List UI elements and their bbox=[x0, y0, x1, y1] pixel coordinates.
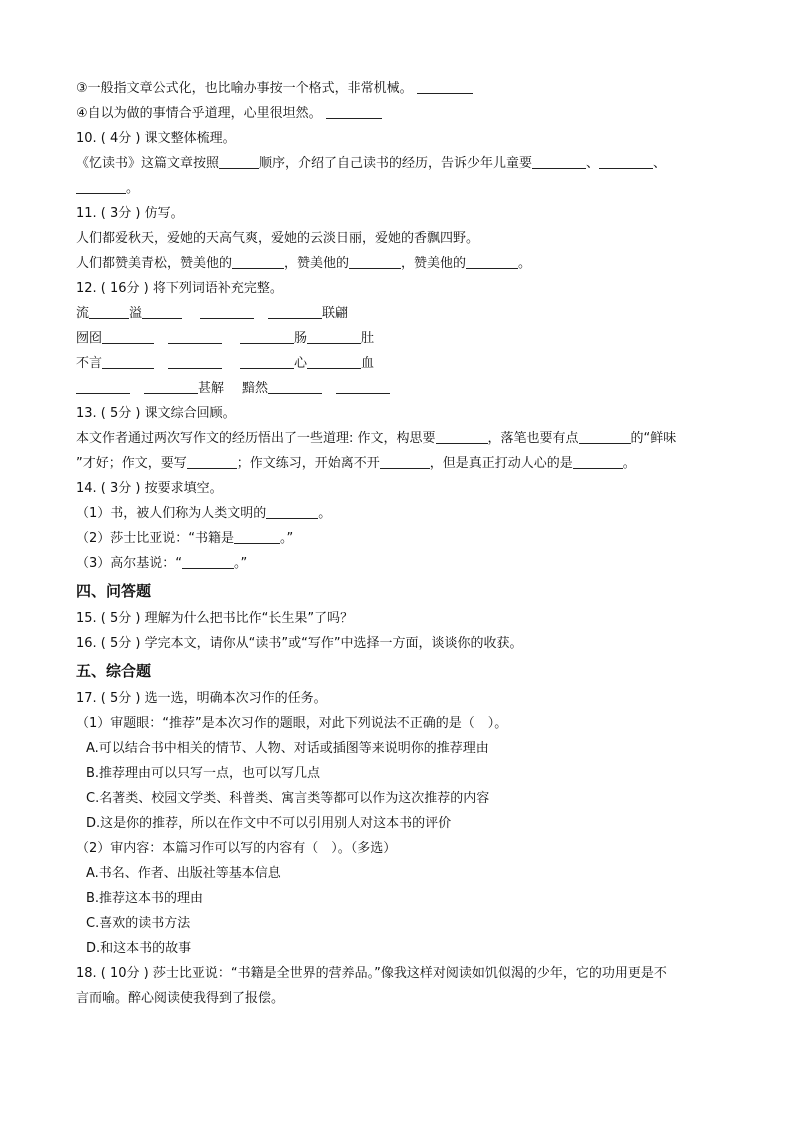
q17-header: 17. ( 5分 ) 选一选，明确本次习作的任务。 bbox=[76, 691, 327, 706]
q14-text: （3）高尔基说：“ bbox=[76, 556, 183, 571]
q12-char: 肠 bbox=[294, 331, 308, 346]
answer-blank[interactable] bbox=[76, 179, 126, 194]
q17-option-2d[interactable]: D.和这本书的故事 bbox=[86, 941, 192, 956]
q12-char: 流 bbox=[76, 306, 90, 321]
q10-line-1 bbox=[76, 151, 726, 176]
q12-char: 黯然 bbox=[242, 381, 269, 396]
answer-blank[interactable] bbox=[234, 529, 280, 544]
q12-row-4 bbox=[76, 376, 726, 401]
q10-text: 。 bbox=[126, 181, 140, 196]
q10-text: 顺序，介绍了自己读书的经历，告诉少年儿童要 bbox=[259, 156, 533, 171]
q15: 15. ( 5分 ) 理解为什么把书比作“长生果”了吗？ bbox=[76, 611, 354, 626]
q17-option-1a[interactable]: A.可以结合书中相关的情节、人物、对话或插图等来说明你的推荐理由 bbox=[86, 741, 489, 756]
q14-text: 。 bbox=[318, 506, 332, 521]
q13-line-2 bbox=[76, 451, 726, 476]
answer-blank[interactable] bbox=[266, 504, 318, 519]
q14-item-2 bbox=[76, 526, 726, 551]
answer-blank[interactable] bbox=[466, 254, 518, 269]
q14-item-1 bbox=[76, 501, 726, 526]
answer-blank[interactable] bbox=[307, 354, 361, 369]
q9-item-3 bbox=[76, 76, 726, 101]
q17-option-1d[interactable]: D.这是你的推荐，所以在作文中不可以引用别人对这本书的评价 bbox=[86, 816, 452, 831]
answer-blank[interactable] bbox=[232, 254, 284, 269]
q11-text: ，赞美他的 bbox=[284, 256, 350, 271]
q17-option-1b[interactable]: B.推荐理由可以只写一点，也可以写几点 bbox=[86, 766, 321, 781]
answer-blank[interactable] bbox=[579, 429, 631, 444]
q17-sub-2: （2）审内容：本篇习作可以写的内容有（ ）。（多选） bbox=[76, 841, 397, 856]
q13-text: 。 bbox=[622, 456, 636, 471]
q12-row-2 bbox=[76, 326, 726, 351]
q12-header: 12. ( 16分 ) 将下列词语补充完整。 bbox=[76, 281, 283, 296]
q13-text: ”才好；作文，要写 bbox=[76, 456, 187, 471]
q9-item-4-text: ④自以为做的事情合乎道理，心里很坦然。 bbox=[76, 106, 322, 121]
q12-char: 血 bbox=[361, 356, 375, 371]
q17-option-2c[interactable]: C.喜欢的读书方法 bbox=[86, 916, 191, 931]
q11-text: ，赞美他的 bbox=[401, 256, 467, 271]
q12-char: 联翩 bbox=[322, 306, 349, 321]
q13-header: 13. ( 5分 ) 课文综合回顾。 bbox=[76, 406, 236, 421]
answer-blank[interactable] bbox=[240, 354, 294, 369]
worksheet-page bbox=[76, 76, 726, 1011]
answer-blank[interactable] bbox=[102, 329, 154, 344]
q11-example: 人们都爱秋天，爱她的天高气爽，爱她的云淡日丽，爱她的香飘四野。 bbox=[76, 231, 480, 246]
q13-text: 的“鲜味 bbox=[630, 431, 677, 446]
q14-header: 14. ( 3分 ) 按要求填空。 bbox=[76, 481, 223, 496]
answer-blank[interactable] bbox=[436, 429, 488, 444]
answer-blank[interactable] bbox=[102, 354, 154, 369]
q12-char: 心 bbox=[294, 356, 308, 371]
q12-row-3 bbox=[76, 351, 726, 376]
answer-blank[interactable] bbox=[76, 379, 130, 394]
answer-blank[interactable] bbox=[187, 454, 237, 469]
q12-row-1 bbox=[76, 301, 726, 326]
q12-char: 囫囵 bbox=[76, 331, 103, 346]
answer-blank[interactable] bbox=[573, 454, 623, 469]
q13-text: 本文作者通过两次写作文的经历悟出了一些道理: 作文，构思要 bbox=[76, 431, 436, 446]
answer-blank[interactable] bbox=[200, 304, 254, 319]
q10-text: 、 bbox=[586, 156, 600, 171]
q12-char: 溢 bbox=[129, 306, 143, 321]
q10-text: 、 bbox=[653, 156, 667, 171]
answer-blank[interactable] bbox=[268, 304, 322, 319]
q17-option-2b[interactable]: B.推荐这本书的理由 bbox=[86, 891, 204, 906]
q14-text: 。” bbox=[280, 531, 294, 546]
answer-blank[interactable] bbox=[144, 379, 198, 394]
answer-blank[interactable] bbox=[417, 79, 473, 94]
q13-line-1 bbox=[76, 426, 726, 451]
q10-line-2 bbox=[76, 176, 726, 201]
q12-char: 肚 bbox=[361, 331, 375, 346]
q17-sub-1: （1）审题眼：“推荐”是本次习作的题眼，对此下列说法不正确的是（ ）。 bbox=[76, 716, 508, 731]
q10-header: 10. ( 4分 ) 课文整体梳理。 bbox=[76, 131, 236, 146]
q14-text: （2）莎士比亚说：“书籍是 bbox=[76, 531, 235, 546]
answer-blank[interactable] bbox=[307, 329, 361, 344]
answer-blank[interactable] bbox=[182, 554, 234, 569]
q17-option-2a[interactable]: A.书名、作者、出版社等基本信息 bbox=[86, 866, 281, 881]
answer-blank[interactable] bbox=[89, 304, 129, 319]
answer-blank[interactable] bbox=[168, 329, 222, 344]
answer-blank[interactable] bbox=[599, 154, 653, 169]
answer-blank[interactable] bbox=[349, 254, 401, 269]
q11-header: 11. ( 3分 ) 仿写。 bbox=[76, 206, 184, 221]
q9-item-4 bbox=[76, 101, 726, 126]
q11-text: 人们都赞美青松，赞美他的 bbox=[76, 256, 233, 271]
section-heading-5: 五、综合题 bbox=[76, 662, 152, 680]
answer-blank[interactable] bbox=[326, 104, 382, 119]
q11-text: 。 bbox=[518, 256, 532, 271]
section-heading-4: 四、问答题 bbox=[76, 582, 152, 600]
q9-item-3-text: ③一般指文章公式化，也比喻办事按一个格式，非常机械。 bbox=[76, 81, 413, 96]
q11-fill bbox=[76, 251, 726, 276]
q14-item-3 bbox=[76, 551, 726, 576]
q18-line-2: 言而喻。醉心阅读使我得到了报偿。 bbox=[76, 991, 285, 1006]
q14-text: （1）书，被人们称为人类文明的 bbox=[76, 506, 267, 521]
q10-text: 《忆读书》这篇文章按照 bbox=[76, 156, 220, 171]
answer-blank[interactable] bbox=[268, 379, 322, 394]
q17-option-1c[interactable]: C.名著类、校园文学类、科普类、寓言类等都可以作为这次推荐的内容 bbox=[86, 791, 490, 806]
q12-char: 甚解 bbox=[198, 381, 225, 396]
answer-blank[interactable] bbox=[240, 329, 294, 344]
answer-blank[interactable] bbox=[336, 379, 390, 394]
q13-text: ；作文练习，开始离不开 bbox=[236, 456, 380, 471]
q13-text: ，但是真正打动人心的是 bbox=[429, 456, 573, 471]
q18-line-1: 18. ( 10分 ) 莎士比亚说：“书籍是全世界的营养品。”像我这样对阅读如饥似渴的少年，它的功用更是不 bbox=[76, 966, 667, 981]
q14-text: 。” bbox=[234, 556, 248, 571]
answer-blank[interactable] bbox=[142, 304, 182, 319]
q13-text: ，落笔也要有点 bbox=[487, 431, 579, 446]
q12-char: 不言 bbox=[76, 356, 103, 371]
answer-blank[interactable] bbox=[168, 354, 222, 369]
answer-blank[interactable] bbox=[532, 154, 586, 169]
answer-blank[interactable] bbox=[380, 454, 430, 469]
q16: 16. ( 5分 ) 学完本文，请你从“读书”或“写作”中选择一方面，谈谈你的收获。 bbox=[76, 636, 523, 651]
answer-blank[interactable] bbox=[219, 154, 259, 169]
